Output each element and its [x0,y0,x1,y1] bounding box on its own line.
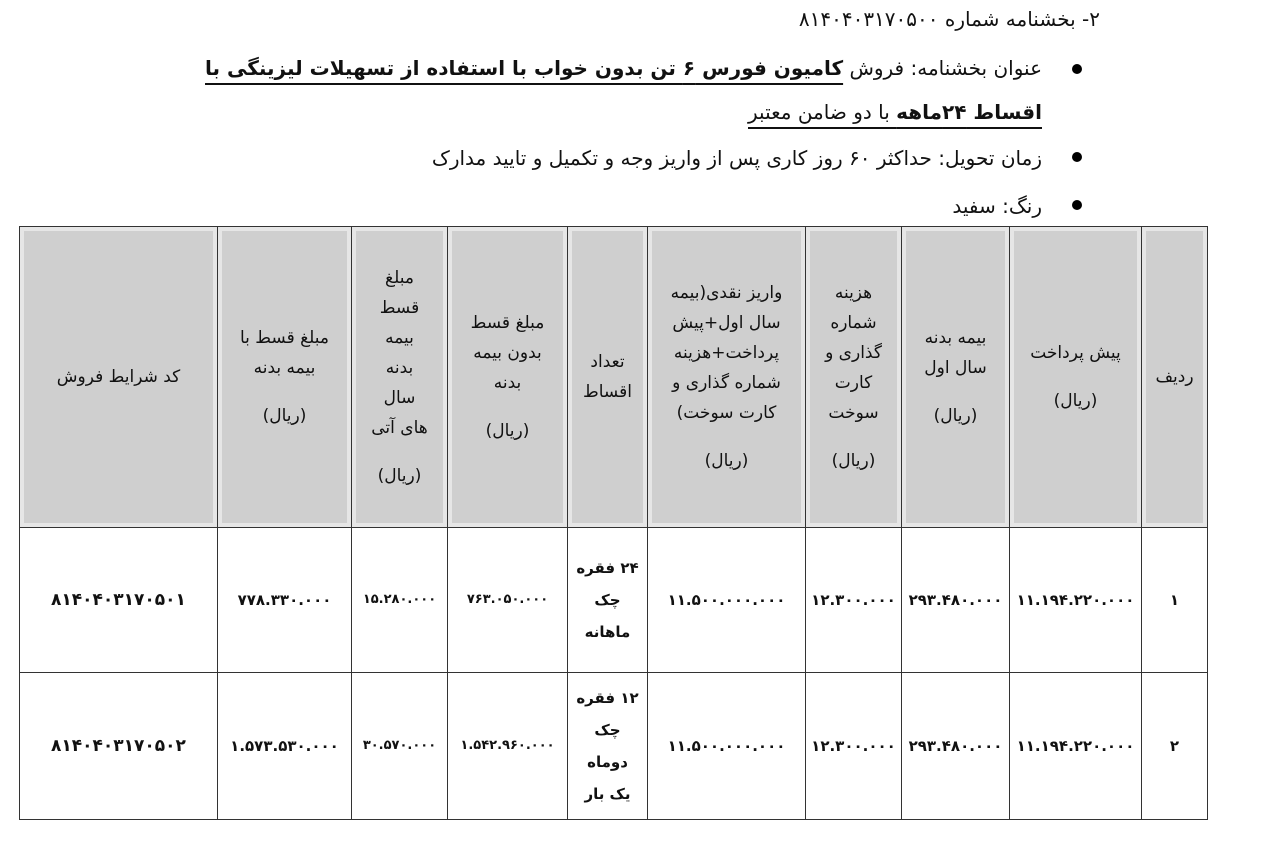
column-header-unit: (ریال) [933,406,978,426]
column-header-7 [352,227,448,528]
column-header-line: بیمه بدنه [924,328,987,348]
column-header-line: بدنه [493,373,522,393]
cell-installment-with-insurance: ۱.۵۷۳.۵۳۰.۰۰۰ [218,673,352,820]
column-header-unit: (ریال) [831,451,876,471]
cell-installments [568,673,648,820]
column-header-1 [1010,227,1142,528]
column-header-line: کد شرایط فروش [56,367,181,387]
column-header-line: پیش پرداخت [1030,343,1121,363]
installment-line: چک [594,591,621,609]
title-suffix: با دو ضامن معتبر [748,100,897,124]
title-bold-part-2: اقساط ۲۴ماهه [896,100,1042,124]
cell-row-no: ۱ [1142,528,1208,673]
installment-line: ماهانه [584,623,631,641]
installment-line: چک [594,721,621,739]
column-header-2 [902,227,1010,528]
title-bold-part-1: کامیون فورس ۶ تن بدون خواب با استفاده از تسهیلات لیزینگی با [205,56,844,80]
column-header-line: هزینه [834,283,873,303]
delivery-time-item: زمان تحویل: حداکثر ۶۰ روز کاری پس از واریز وجه و تکمیل و تایید مدارک [142,134,1042,182]
column-header-line: قسط [379,298,420,318]
column-header-3 [806,227,902,528]
sales-conditions-table [19,226,1208,820]
column-header-5 [568,227,648,528]
column-header-0 [1142,227,1208,528]
column-header-unit: (ریال) [262,406,307,426]
cell-registration-fuel-card: ۱۲.۳۰۰.۰۰۰ [806,528,902,673]
circular-details-list [142,46,1042,230]
cell-cash-deposit: ۱۱.۵۰۰.۰۰۰.۰۰۰ [648,673,806,820]
column-header-line: واریز نقدی(بیمه [670,283,783,303]
column-header-4 [648,227,806,528]
column-header-6 [448,227,568,528]
table-header-row [20,227,1208,528]
column-header-line: ردیف [1155,367,1194,387]
column-header-line: گذاری و [825,343,882,363]
table-body [20,528,1208,820]
installment-line: ۱۲ فقره [576,689,639,707]
cell-cash-deposit: ۱۱.۵۰۰.۰۰۰.۰۰۰ [648,528,806,673]
column-header-line: پرداخت+هزینه [673,343,780,363]
column-header-line: تعداد [590,352,625,372]
table-row [20,528,1208,673]
cell-row-no: ۲ [1142,673,1208,820]
cell-installment-no-insurance: ۷۶۳.۰۵۰.۰۰۰ [448,528,568,673]
cell-registration-fuel-card: ۱۲.۳۰۰.۰۰۰ [806,673,902,820]
column-header-8 [218,227,352,528]
column-header-line: شماره گذاری و [672,373,781,393]
column-header-unit: (ریال) [377,466,422,486]
column-header-unit: (ریال) [1053,391,1098,411]
cell-installment-with-insurance: ۷۷۸.۳۳۰.۰۰۰ [218,528,352,673]
column-header-line: های آتی [371,418,428,438]
column-header-line: بیمه [385,328,414,348]
column-header-line: سوخت [828,403,879,423]
column-header-line: مبلغ قسط با [239,328,330,348]
cell-insurance-installment-future: ۱۵.۲۸۰.۰۰۰ [352,528,448,673]
title-prefix: عنوان بخشنامه: فروش [843,56,1042,80]
column-header-line: سال اول+پیش [672,313,781,333]
cell-sale-code: ۸۱۴۰۴۰۳۱۷۰۵۰۲ [20,673,218,820]
cell-installment-no-insurance: ۱.۵۴۲.۹۶۰.۰۰۰ [448,673,568,820]
column-header-line: سال [383,388,416,408]
column-header-line: کارت سوخت) [676,403,777,423]
column-header-line: اقساط [583,382,632,402]
column-header-line: بدون بیمه [473,343,542,363]
circular-title-item [142,46,1042,134]
column-header-line: مبلغ [385,268,414,288]
column-header-line: بدنه [385,358,414,378]
cell-body-insurance-first-year: ۲۹۳.۴۸۰.۰۰۰ [902,673,1010,820]
circular-heading: ۲- بخشنامه شماره ۸۱۴۰۴۰۳۱۷۰۵۰۰ [798,7,1100,31]
column-header-9 [20,227,218,528]
installment-line: دوماه [587,753,628,771]
color-item: رنگ: سفید [142,182,1042,230]
sales-conditions-table-wrapper [20,226,1208,820]
column-header-line: مبلغ قسط [470,313,545,333]
cell-installments [568,528,648,673]
cell-prepayment: ۱۱.۱۹۴.۲۲۰.۰۰۰ [1010,673,1142,820]
column-header-line: بیمه بدنه [253,358,316,378]
installment-line: ۲۴ فقره [576,559,639,577]
cell-prepayment: ۱۱.۱۹۴.۲۲۰.۰۰۰ [1010,528,1142,673]
installment-line: یک بار [584,785,631,803]
column-header-unit: (ریال) [485,421,530,441]
cell-sale-code: ۸۱۴۰۴۰۳۱۷۰۵۰۱ [20,528,218,673]
cell-body-insurance-first-year: ۲۹۳.۴۸۰.۰۰۰ [902,528,1010,673]
column-header-line: شماره [830,313,877,333]
column-header-line: کارت [834,373,873,393]
table-row [20,673,1208,820]
column-header-unit: (ریال) [704,451,749,471]
column-header-line: سال اول [924,358,987,378]
cell-insurance-installment-future: ۳۰.۵۷۰.۰۰۰ [352,673,448,820]
